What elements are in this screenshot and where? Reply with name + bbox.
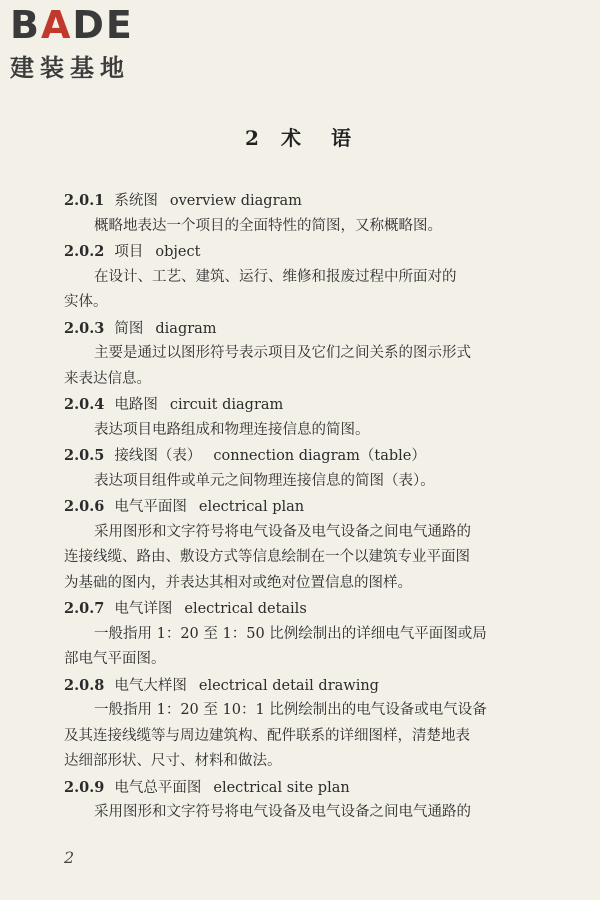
term-number: 2.0.8 xyxy=(64,676,105,694)
chapter-title-char-2: 语 xyxy=(330,126,355,150)
term-heading xyxy=(64,392,544,418)
term-chinese: 接线图（表） xyxy=(114,448,202,464)
term-definition-line: 在设计、工艺、建筑、运行、维修和报废过程中所面对的 xyxy=(94,268,457,285)
term-chinese: 系统图 xyxy=(114,193,158,209)
term-definition-line: 表达项目组件或单元之间物理连接信息的简图（表）。 xyxy=(94,472,435,489)
term-definition-line: 一般指用 1：20 至 10：1 比例绘制出的电气设备或电气设备 xyxy=(94,702,487,718)
term-definition-line: 一般指用 1：20 至 1：50 比例绘制出的详细电气平面图或局 xyxy=(94,625,487,642)
term-definition-line: 达细部形状、尺寸、材料和做法。 xyxy=(64,753,282,769)
logo-wordmark: BADE xyxy=(10,3,134,47)
term-heading xyxy=(64,443,544,469)
term-english: electrical details xyxy=(184,601,307,617)
logo-chinese-name: 建装基地 xyxy=(10,54,130,82)
term-heading xyxy=(64,775,544,801)
term-definition-line: 连接线缆、路由、敷设方式等信息绘制在一个以建筑专业平面图 xyxy=(64,549,470,565)
terms-list xyxy=(64,188,544,826)
chapter-title xyxy=(0,122,600,151)
term-chinese: 电气平面图 xyxy=(114,499,187,515)
term-chinese: 电路图 xyxy=(114,397,158,413)
term-chinese: 电气总平面图 xyxy=(114,779,202,796)
term-definition-line: 采用图形和文字符号将电气设备及电气设备之间电气通路的 xyxy=(94,523,471,540)
term-number: 2.0.9 xyxy=(64,778,105,796)
chapter-title-char-1: 术 xyxy=(280,126,305,150)
term-definition-line: 实体。 xyxy=(64,294,108,310)
term-definition-line: 为基础的图内，并表达其相对或绝对位置信息的图样。 xyxy=(64,574,412,591)
page-number: 2 xyxy=(64,848,75,867)
term-definition-line: 概略地表达一个项目的全面特性的简图，又称概略图。 xyxy=(94,217,442,234)
term-heading xyxy=(64,673,544,699)
term-english: overview diagram xyxy=(169,193,302,209)
term-definition-line: 来表达信息。 xyxy=(64,370,151,387)
term-english: object xyxy=(155,244,201,260)
term-english: electrical site plan xyxy=(213,779,350,796)
term-definition-line: 部电气平面图。 xyxy=(64,651,166,667)
chapter-number: 2 xyxy=(245,126,263,150)
term-heading xyxy=(64,494,544,520)
term-english: electrical plan xyxy=(198,499,305,515)
term-heading xyxy=(64,596,544,622)
term-definition-line: 及其连接线缆等与周边建筑构、配件联系的详细图样，清楚地表 xyxy=(64,727,470,744)
term-definition-line: 表达项目电路组成和物理连接信息的简图。 xyxy=(94,421,370,438)
term-english: diagram xyxy=(155,320,217,337)
term-number: 2.0.5 xyxy=(64,447,105,464)
term-english: connection diagram（table） xyxy=(213,448,426,464)
term-english: circuit diagram xyxy=(169,397,284,413)
term-number: 2.0.2 xyxy=(64,243,105,260)
term-number: 2.0.3 xyxy=(64,319,105,337)
term-chinese: 简图 xyxy=(114,320,144,337)
bade-logo xyxy=(10,3,180,83)
term-heading xyxy=(64,239,544,265)
term-definition-line: 主要是通过以图形符号表示项目及它们之间关系的图示形式 xyxy=(94,345,471,361)
term-heading xyxy=(64,188,544,214)
term-number: 2.0.6 xyxy=(64,498,105,515)
term-heading xyxy=(64,316,544,342)
term-english: electrical detail drawing xyxy=(198,677,379,694)
term-chinese: 项目 xyxy=(114,244,144,260)
term-number: 2.0.7 xyxy=(64,600,105,617)
term-definition-line: 采用图形和文字符号将电气设备及电气设备之间电气通路的 xyxy=(94,804,471,820)
term-chinese: 电气详图 xyxy=(114,601,173,617)
term-number: 2.0.1 xyxy=(64,192,105,209)
term-number: 2.0.4 xyxy=(64,396,105,413)
term-chinese: 电气大样图 xyxy=(114,677,187,694)
